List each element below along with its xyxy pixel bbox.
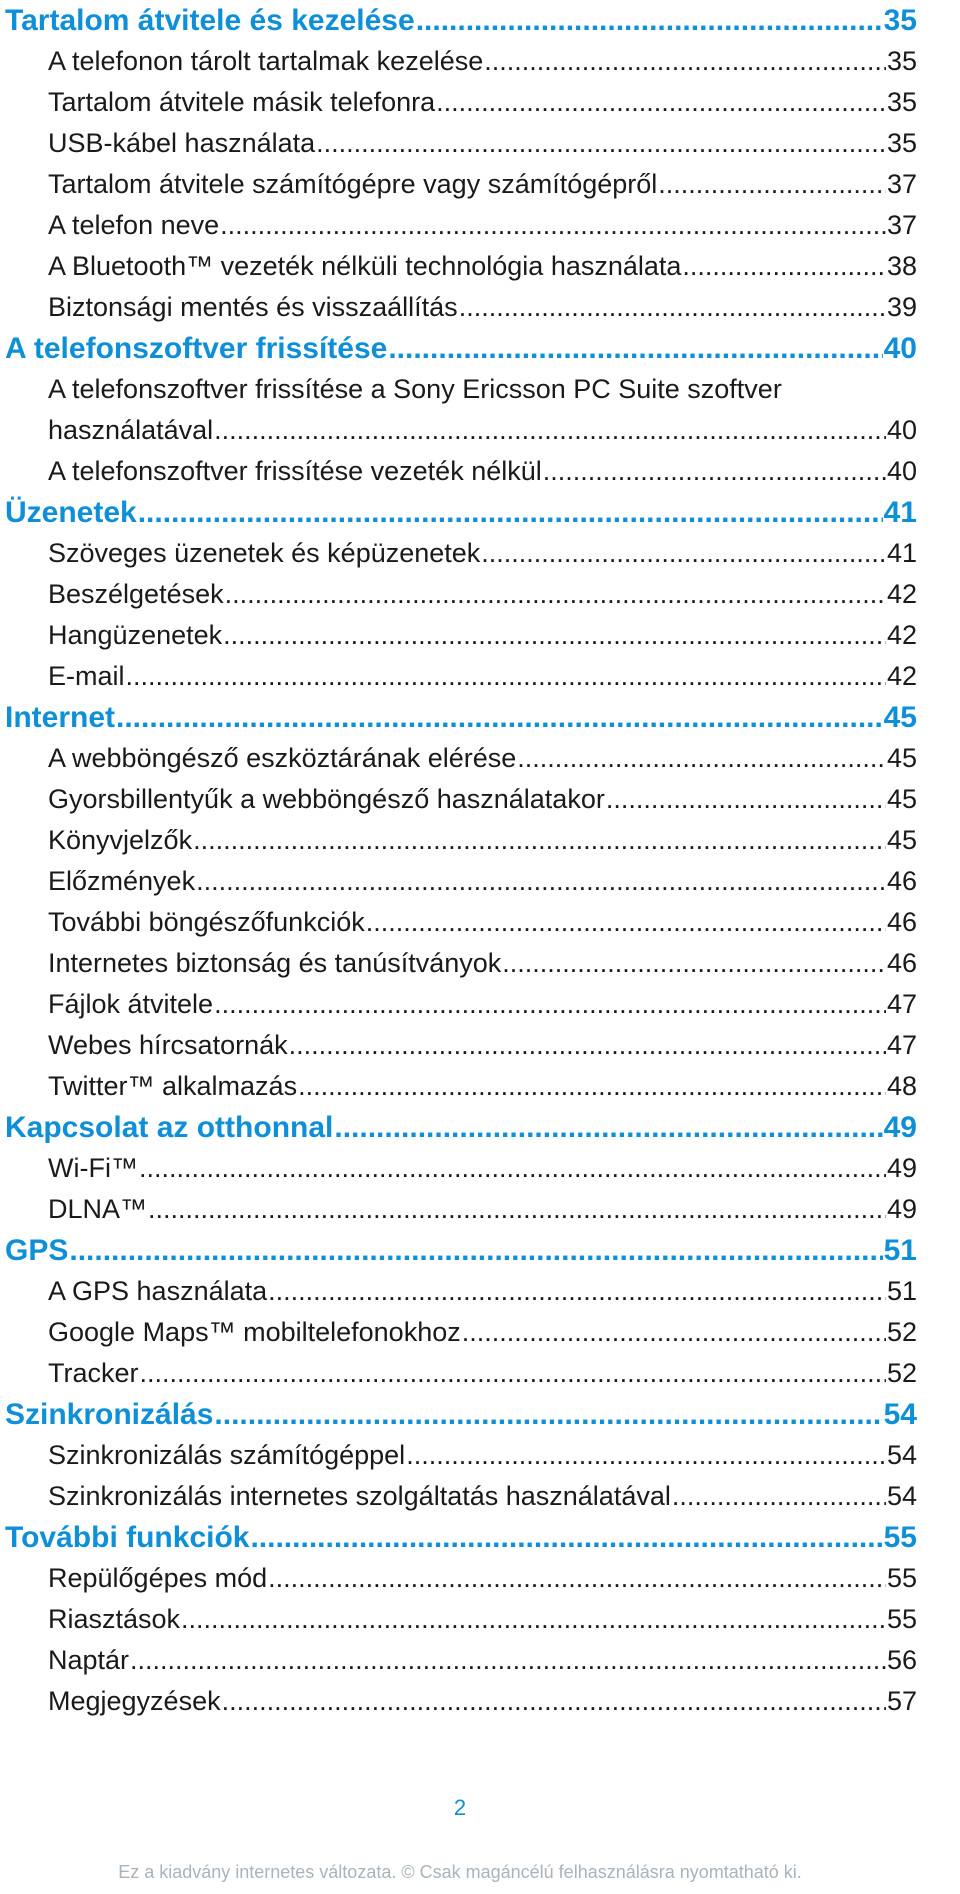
toc-entry[interactable] — [5, 779, 917, 820]
toc-entry[interactable] — [5, 1148, 917, 1189]
toc-entry-page: 40 — [886, 456, 917, 486]
toc-entry-title: Beszélgetések — [48, 579, 224, 609]
toc-entry[interactable] — [5, 574, 917, 615]
toc-entry-page: 48 — [886, 1071, 917, 1101]
toc-entry-page: 45 — [886, 743, 917, 773]
toc-entry-title: Webes hírcsatornák — [48, 1030, 288, 1060]
toc-entry-page: 54 — [886, 1440, 917, 1470]
dot-leader — [181, 1599, 886, 1640]
toc-section[interactable] — [5, 697, 917, 738]
toc-entry[interactable] — [5, 902, 917, 943]
toc-entry-page: 55 — [886, 1604, 917, 1634]
toc-entry[interactable] — [5, 656, 917, 697]
toc-entry-page: 57 — [886, 1686, 917, 1716]
toc-entry-page: 47 — [886, 989, 917, 1019]
toc-section[interactable] — [5, 1517, 917, 1558]
dot-leader — [517, 738, 886, 779]
toc-entry[interactable] — [5, 82, 917, 123]
dot-leader — [289, 1025, 886, 1066]
toc-entry-title: A telefonon tárolt tartalmak kezelése — [48, 46, 484, 76]
dot-leader — [148, 1189, 886, 1230]
toc-entry[interactable] — [5, 615, 917, 656]
toc-entry[interactable] — [5, 1312, 917, 1353]
toc-entry-title: További böngészőfunkciók — [48, 907, 365, 937]
toc-entry[interactable] — [5, 164, 917, 205]
toc-section[interactable] — [5, 492, 917, 533]
dot-leader — [126, 656, 886, 697]
dot-leader — [462, 1312, 886, 1353]
dot-leader — [139, 1148, 886, 1189]
toc-entry[interactable] — [5, 287, 917, 328]
dot-leader — [416, 0, 883, 41]
dot-leader — [220, 205, 886, 246]
toc-entry-page: 46 — [886, 948, 917, 978]
toc-entry-title: Fájlok átvitele — [48, 989, 214, 1019]
dot-leader — [196, 861, 886, 902]
toc-entry[interactable] — [5, 1353, 917, 1394]
dot-leader — [140, 1353, 886, 1394]
dot-leader — [225, 574, 886, 615]
toc-entry-title: A GPS használata — [48, 1276, 268, 1306]
dot-leader — [658, 164, 886, 205]
toc-entry-page: 39 — [886, 292, 917, 322]
toc-entry[interactable] — [5, 1476, 917, 1517]
dot-leader — [406, 1435, 886, 1476]
dot-leader — [606, 779, 886, 820]
dot-leader — [543, 451, 886, 492]
toc-entry-page: 41 — [886, 538, 917, 568]
toc-entry-page: 42 — [886, 579, 917, 609]
dot-leader — [138, 492, 883, 533]
toc-entry[interactable] — [5, 1681, 917, 1722]
toc-entry-title: A webböngésző eszköztárának elérése — [48, 743, 517, 773]
toc-section-title: Tartalom átvitele és kezelése — [5, 4, 415, 37]
toc-entry-page: 56 — [886, 1645, 917, 1675]
toc-section[interactable] — [5, 1230, 917, 1271]
toc-entry-title: Előzmények — [48, 866, 196, 896]
dot-leader — [459, 287, 886, 328]
dot-leader — [214, 410, 886, 451]
toc-entry[interactable] — [5, 533, 917, 574]
toc-section-page: 49 — [883, 1111, 917, 1144]
toc-entry-title: Tracker — [48, 1358, 139, 1388]
toc-entry-title: Internetes biztonság és tanúsítványok — [48, 948, 502, 978]
dot-leader — [481, 533, 886, 574]
toc-section[interactable] — [5, 1394, 917, 1435]
toc-entry-title: Riasztások — [48, 1604, 181, 1634]
toc-entry[interactable] — [5, 205, 917, 246]
page-number: 2 — [453, 1795, 467, 1820]
toc-entry-page: 49 — [886, 1153, 917, 1183]
toc-entry-page: 55 — [886, 1563, 917, 1593]
dot-leader — [193, 820, 886, 861]
dot-leader — [214, 984, 886, 1025]
toc-entry-title: A Bluetooth™ vezeték nélküli technológia használata — [48, 251, 682, 281]
toc-entry-title: Wi-Fi™ — [48, 1153, 138, 1183]
toc-entry-title: Könyvjelzők — [48, 825, 193, 855]
toc-entry-title-line[interactable] — [5, 369, 917, 410]
dot-leader — [366, 902, 886, 943]
toc-entry[interactable] — [5, 861, 917, 902]
toc-entry[interactable] — [5, 410, 917, 451]
toc-section-page: 45 — [883, 701, 917, 734]
toc-entry-page: 46 — [886, 866, 917, 896]
toc-entry-title: Tartalom átvitele másik telefonra — [48, 87, 436, 117]
toc-entry[interactable] — [5, 1599, 917, 1640]
dot-leader — [130, 1640, 886, 1681]
dot-leader — [436, 82, 886, 123]
toc-entry-title: Szinkronizálás internetes szolgáltatás használatával — [48, 1481, 671, 1511]
dot-leader — [502, 943, 886, 984]
toc-entry[interactable] — [5, 1271, 917, 1312]
toc-entry-title: Gyorsbillentyűk a webböngésző használatakor — [48, 784, 605, 814]
toc-section-title: A telefonszoftver frissítése — [5, 332, 388, 365]
dot-leader — [268, 1271, 886, 1312]
toc-entry[interactable] — [5, 1640, 917, 1681]
toc-entry[interactable] — [5, 1435, 917, 1476]
toc-entry-page: 47 — [886, 1030, 917, 1060]
dot-leader — [484, 41, 886, 82]
footer-note: Ez a kiadvány internetes változata. © Csak magáncélú felhasználásra nyomtatható ki. — [118, 1862, 802, 1882]
toc-section-page: 40 — [883, 332, 917, 365]
table-of-contents — [5, 0, 917, 1722]
toc-section-title: Internet — [5, 701, 116, 734]
toc-entry-page: 45 — [886, 784, 917, 814]
toc-entry-title: Szöveges üzenetek és képüzenetek — [48, 538, 481, 568]
toc-section-title: Üzenetek — [5, 496, 137, 529]
toc-entry-page: 54 — [886, 1481, 917, 1511]
toc-section-title: GPS — [5, 1234, 69, 1267]
toc-entry-title: Megjegyzések — [48, 1686, 221, 1716]
dot-leader — [672, 1476, 886, 1517]
toc-section[interactable] — [5, 328, 917, 369]
dot-leader — [223, 615, 886, 656]
toc-entry-title: DLNA™ — [48, 1194, 148, 1224]
toc-entry[interactable] — [5, 123, 917, 164]
toc-section-page: 41 — [883, 496, 917, 529]
toc-entry[interactable] — [5, 984, 917, 1025]
dot-leader — [298, 1066, 886, 1107]
toc-entry-title: E-mail — [48, 661, 125, 691]
dot-leader — [250, 1517, 882, 1558]
toc-entry-title: Biztonsági mentés és visszaállítás — [48, 292, 458, 322]
toc-section-title: Szinkronizálás — [5, 1398, 214, 1431]
toc-entry-page: 35 — [886, 87, 917, 117]
toc-entry-title: A telefonszoftver frissítése a Sony Ericsson PC Suite szoftver — [48, 374, 782, 404]
toc-entry[interactable] — [5, 820, 917, 861]
toc-entry-title: Google Maps™ mobiltelefonokhoz — [48, 1317, 461, 1347]
toc-entry-page: 45 — [886, 825, 917, 855]
toc-entry[interactable] — [5, 246, 917, 287]
dot-leader — [214, 1394, 882, 1435]
toc-entry-page: 51 — [886, 1276, 917, 1306]
dot-leader — [388, 328, 882, 369]
toc-entry-title: Repülőgépes mód — [48, 1563, 268, 1593]
dot-leader — [268, 1558, 886, 1599]
toc-section-page: 54 — [883, 1398, 917, 1431]
toc-entry-page: 37 — [886, 169, 917, 199]
toc-entry[interactable] — [5, 41, 917, 82]
toc-section-page: 51 — [883, 1234, 917, 1267]
toc-entry[interactable] — [5, 738, 917, 779]
toc-entry-title: Naptár — [48, 1645, 130, 1675]
dot-leader — [334, 1107, 882, 1148]
toc-section-page: 55 — [883, 1521, 917, 1554]
toc-section-title: Kapcsolat az otthonnal — [5, 1111, 334, 1144]
toc-entry[interactable] — [5, 1189, 917, 1230]
toc-entry[interactable] — [5, 1066, 917, 1107]
toc-entry-page: 49 — [886, 1194, 917, 1224]
toc-entry-title: Twitter™ alkalmazás — [48, 1071, 298, 1101]
toc-entry-title: Tartalom átvitele számítógépre vagy számítógépről — [48, 169, 658, 199]
toc-section[interactable] — [5, 1107, 917, 1148]
toc-entry[interactable] — [5, 1025, 917, 1066]
toc-entry-page: 40 — [886, 415, 917, 445]
toc-entry-title: A telefon neve — [48, 210, 220, 240]
toc-section-title: További funkciók — [5, 1521, 250, 1554]
dot-leader — [222, 1681, 886, 1722]
toc-entry-title: A telefonszoftver frissítése vezeték nélkül — [48, 456, 542, 486]
toc-entry-title: Hangüzenetek — [48, 620, 223, 650]
toc-entry-page: 35 — [886, 46, 917, 76]
toc-entry[interactable] — [5, 943, 917, 984]
dot-leader — [682, 246, 886, 287]
toc-entry-page: 52 — [886, 1358, 917, 1388]
dot-leader — [116, 697, 883, 738]
toc-section[interactable] — [5, 0, 917, 41]
toc-entry-page: 46 — [886, 907, 917, 937]
toc-entry-page: 52 — [886, 1317, 917, 1347]
toc-entry-page: 42 — [886, 661, 917, 691]
toc-entry[interactable] — [5, 1558, 917, 1599]
toc-entry-page: 38 — [886, 251, 917, 281]
toc-entry-title: használatával — [48, 415, 214, 445]
toc-entry-page: 42 — [886, 620, 917, 650]
dot-leader — [316, 123, 886, 164]
toc-entry-title: Szinkronizálás számítógéppel — [48, 1440, 406, 1470]
toc-section-page: 35 — [883, 4, 917, 37]
toc-entry-page: 35 — [886, 128, 917, 158]
toc-entry-title: USB-kábel használata — [48, 128, 316, 158]
dot-leader — [69, 1230, 882, 1271]
toc-entry[interactable] — [5, 451, 917, 492]
toc-entry-page: 37 — [886, 210, 917, 240]
